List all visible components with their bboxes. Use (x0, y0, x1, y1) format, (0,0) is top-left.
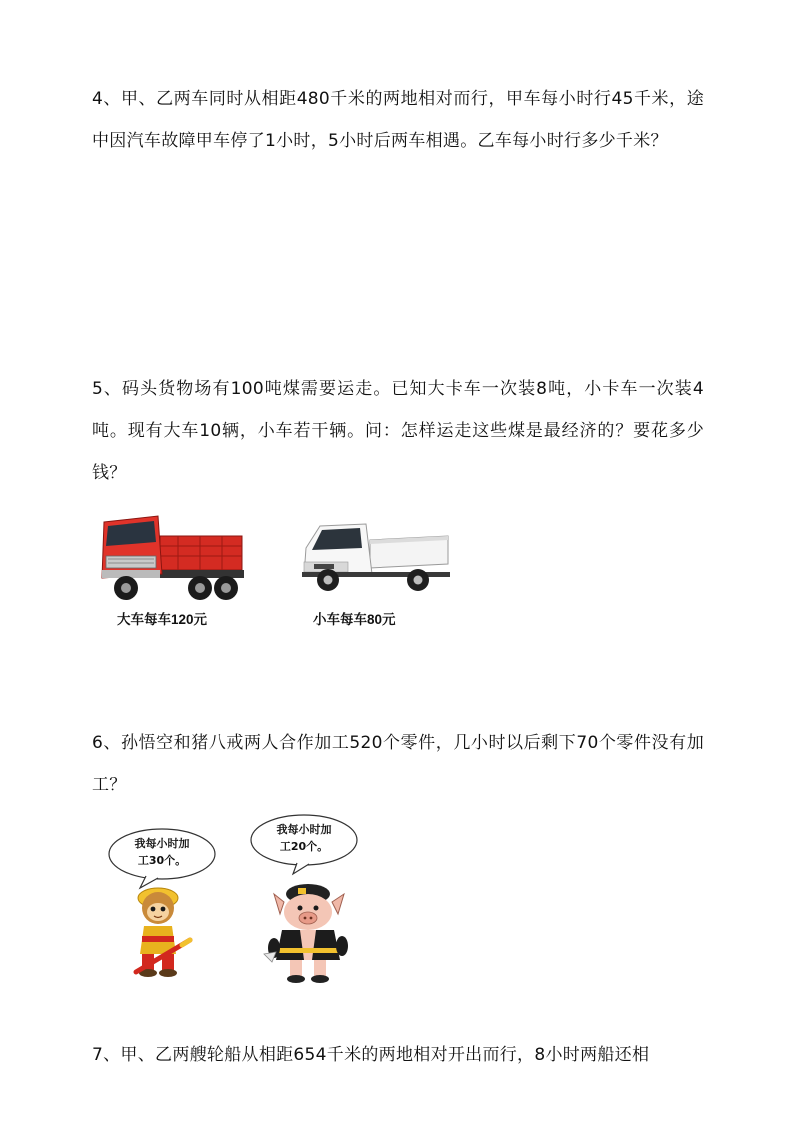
small-truck-caption: 小车每车80元 (313, 612, 396, 627)
question-7: 7、甲、乙两艘轮船从相距654千米的两地相对开出而行，8小时两船还相 (92, 1045, 650, 1065)
pig-bubble-line-2: 工20个。 (279, 840, 329, 853)
zhu-bajie-icon (262, 880, 357, 985)
monkey-bubble-line-1: 我每小时加 (134, 837, 190, 850)
monkey-bubble-text (112, 835, 212, 869)
monkey-king-icon (126, 880, 196, 980)
pig-bubble-text (254, 821, 354, 855)
big-truck-icon (98, 508, 248, 608)
big-truck-caption: 大车每车120元 (117, 612, 208, 627)
question-4: 4、甲、乙两车同时从相距480千米的两地相对而行，甲车每小时行45千米，途中因汽车故障甲车停了1小时，5小时后两车相遇。乙车每小时行多少千米？ (92, 89, 704, 151)
pig-bubble-line-1: 我每小时加 (276, 823, 332, 836)
monkey-bubble-line-2: 工30个。 (137, 854, 187, 867)
question-5: 5、码头货物场有100吨煤需要运走。已知大卡车一次装8吨，小卡车一次装4吨。现有大车10辆，小车若干辆。问：怎样运走这些煤是最经济的？要花多少钱？ (92, 379, 704, 483)
question-6: 6、孙悟空和猪八戒两人合作加工520个零件，几小时以后剩下70个零件没有加工？ (92, 733, 704, 795)
small-truck-icon (298, 518, 453, 598)
